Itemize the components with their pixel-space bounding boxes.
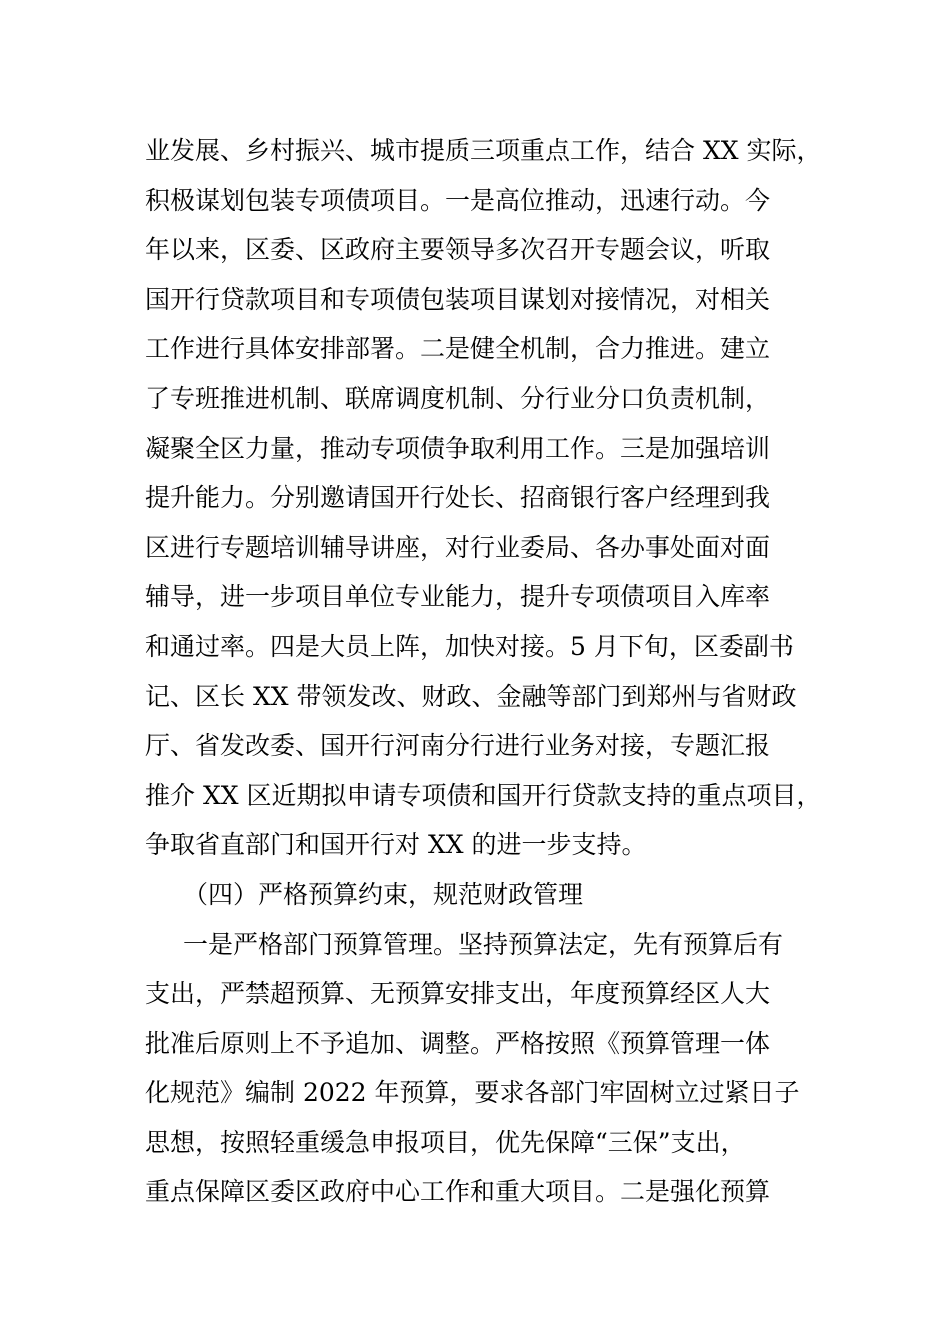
section-heading: （四）严格预算约束，规范财政管理 <box>183 879 584 909</box>
body-text <box>145 126 825 1217</box>
text-line: 记、区长 XX 带领发改、财政、金融等部门到郑州与省财政 <box>145 681 797 711</box>
text-line: 化规范》编制 2022 年预算，要求各部门牢固树立过紧日子 <box>145 1078 800 1108</box>
text-line: 提升能力。分别邀请国开行处长、招商银行客户经理到我 <box>145 483 771 513</box>
text-line: 思想，按照轻重缓急申报项目，优先保障“三保”支出， <box>145 1127 746 1157</box>
text-line: 区进行专题培训辅导讲座，对行业委局、各办事处面对面 <box>145 532 771 562</box>
text-line: 辅导，进一步项目单位专业能力，提升专项债项目入库率 <box>145 582 771 612</box>
text-line: 支出，严禁超预算、无预算安排支出，年度预算经区人大 <box>145 979 771 1009</box>
text-line: 业发展、乡村振兴、城市提质三项重点工作，结合 XX 实际， <box>145 136 822 165</box>
text-line: 国开行贷款项目和专项债包装项目谋划对接情况，对相关 <box>145 284 771 314</box>
text-line: 争取省直部门和国开行对 XX 的进一步支持。 <box>145 830 647 860</box>
text-line: 年以来，区委、区政府主要领导多次召开专题会议，听取 <box>145 235 771 265</box>
text-line: 推介 XX 区近期拟申请专项债和国开行贷款支持的重点项目， <box>145 780 822 810</box>
text-line: 一是严格部门预算管理。坚持预算法定，先有预算后有 <box>183 929 784 959</box>
text-line: 批准后原则上不予追加、调整。严格按照《预算管理一体 <box>145 1028 771 1058</box>
text-line: 积极谋划包装专项债项目。一是高位推动，迅速行动。今 <box>145 185 771 215</box>
text-line: 了专班推进机制、联席调度机制、分行业分口负责机制， <box>145 383 771 413</box>
text-line: 厅、省发改委、国开行河南分行进行业务对接，专题汇报 <box>145 731 771 761</box>
text-line: 工作进行具体安排部署。二是健全机制，合力推进。建立 <box>145 334 771 364</box>
text-line: 和通过率。四是大员上阵，加快对接。5 月下旬，区委副书 <box>145 631 794 661</box>
text-line: 重点保障区委区政府中心工作和重大项目。二是强化预算 <box>145 1177 771 1207</box>
text-line: 凝聚全区力量，推动专项债争取利用工作。三是加强培训 <box>145 433 771 463</box>
